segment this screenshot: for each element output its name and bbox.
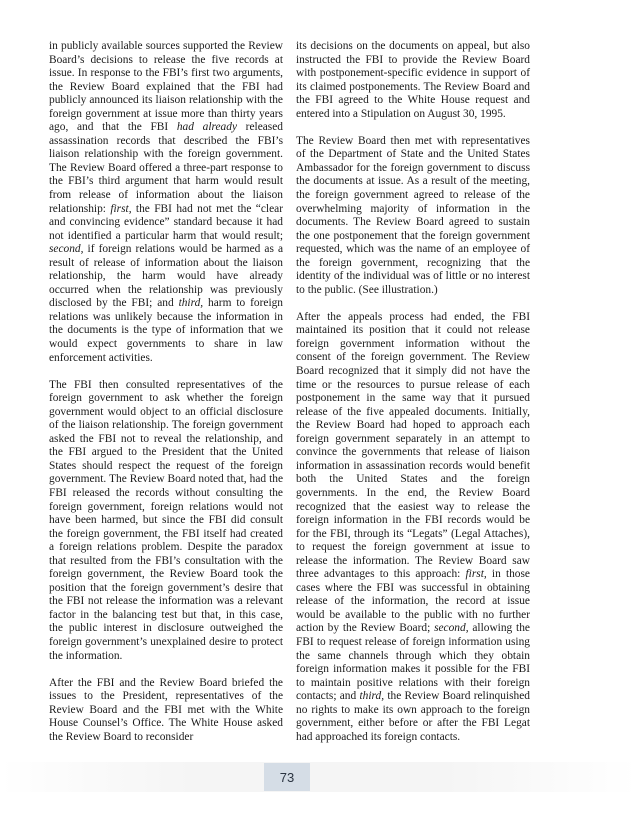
paragraph: its decisions on the documents on appeal, but also instructed the FBI to provide the Review Board with postponement-specific evidence in support of its claimed postponements. The Review Board and the FBI agreed to the White House request and entered into a Stipulation on August 30, 1995. [296,40,530,120]
right-text-column [296,40,530,744]
paragraph: The FBI then consulted representatives of the foreign government to ask whether the foreign government would object to an official disclosure of the liaison relationship. The foreign government asked the FBI not to reveal the relationship, and the FBI argued to the President that the United States should respect the request of the foreign government. The Review Board noted that, had the FBI released the records without consulting the foreign government, foreign relations would not have been harmed, but since the FBI did consult the foreign government, the FBI itself had created a foreign relations problem. Despite the paradox that resulted from the FBI’s consultation with the foreign government, the Review Board took the position that the foreign government’s desire that the FBI not release the information was a relevant factor in the balancing test but that, in this case, the public interest in disclosure outweighed the foreign government’s unexplained desire to protect the information. [49,378,283,662]
footer-band [0,762,637,792]
paragraph: After the FBI and the Review Board briefed the issues to the President, representatives of the Review Board and the FBI met with the White House Counsel’s Office. The White House asked the Review Board to reconsider [49,676,283,743]
page-number: 73 [264,763,310,791]
paragraph: After the appeals process had ended, the FBI maintained its position that it could not release foreign government information without the consent of the foreign government. The Review Board recognized that it simply did not have the time or the resources to pursue release of each postponement in the same way that it pursued release of the five appealed documents. Initially, the Review Board had hoped to approach each foreign government separately in an attempt to convince the governments that release of liaison information in assassination records would benefit both the United States and the foreign governments. In the end, the Review Board recognized that the easiest way to release the foreign information in the FBI records would be for the FBI, through its “Legats” (Legal Attaches), to request the foreign government at issue to release the information. The Review Board saw three advantages to this approach: first, in those cases where the FBI was successful in obtaining release of the information, the record at issue would be available to the public with no further action by the Review Board; second, allowing the FBI to request release of foreign information using the same channels through which they obtain foreign information makes it possible for the FBI to maintain positive relations with their foreign contacts; and third, the Review Board relinquished no rights to make its own approach to the foreign government, either before or after the FBI Legat had approached its foreign contacts. [296,310,530,743]
left-text-column [49,40,283,744]
paragraph: The Review Board then met with representatives of the Department of State and the United States Ambassador for the foreign government to discuss the documents at issue. As a result of the meeting, the foreign government agreed to release of the overwhelming majority of information in the documents. The Review Board agreed to sustain the one postponement that the foreign government requested, which was the name of an employee of the foreign government, recognizing that the identity of the individual was of little or no interest to the public. (See illustration.) [296,134,530,296]
paragraph: in publicly available sources supported the Review Board’s decisions to release the five records at issue. In response to the FBI’s first two arguments, the Review Board explained that the FBI had publicly announced its liaison relationship with the foreign government at issue more than thirty years ago, and that the FBI had already released assassination records that described the FBI’s liaison relationship with the foreign government. The Review Board offered a three-part response to the FBI’s third argument that harm would result from release of information about the liaison relationship: first, the FBI had not met the “clear and convincing evidence” standard because it had not identified a particular harm that would result; second, if foreign relations would be harmed as a result of release of information about the liaison relationship, the harm would have already occurred when the relationship was previously disclosed by the FBI; and third, harm to foreign relations was unlikely because the information in the documents is the type of information that we would expect governments to share in law enforcement activities. [49,40,284,364]
